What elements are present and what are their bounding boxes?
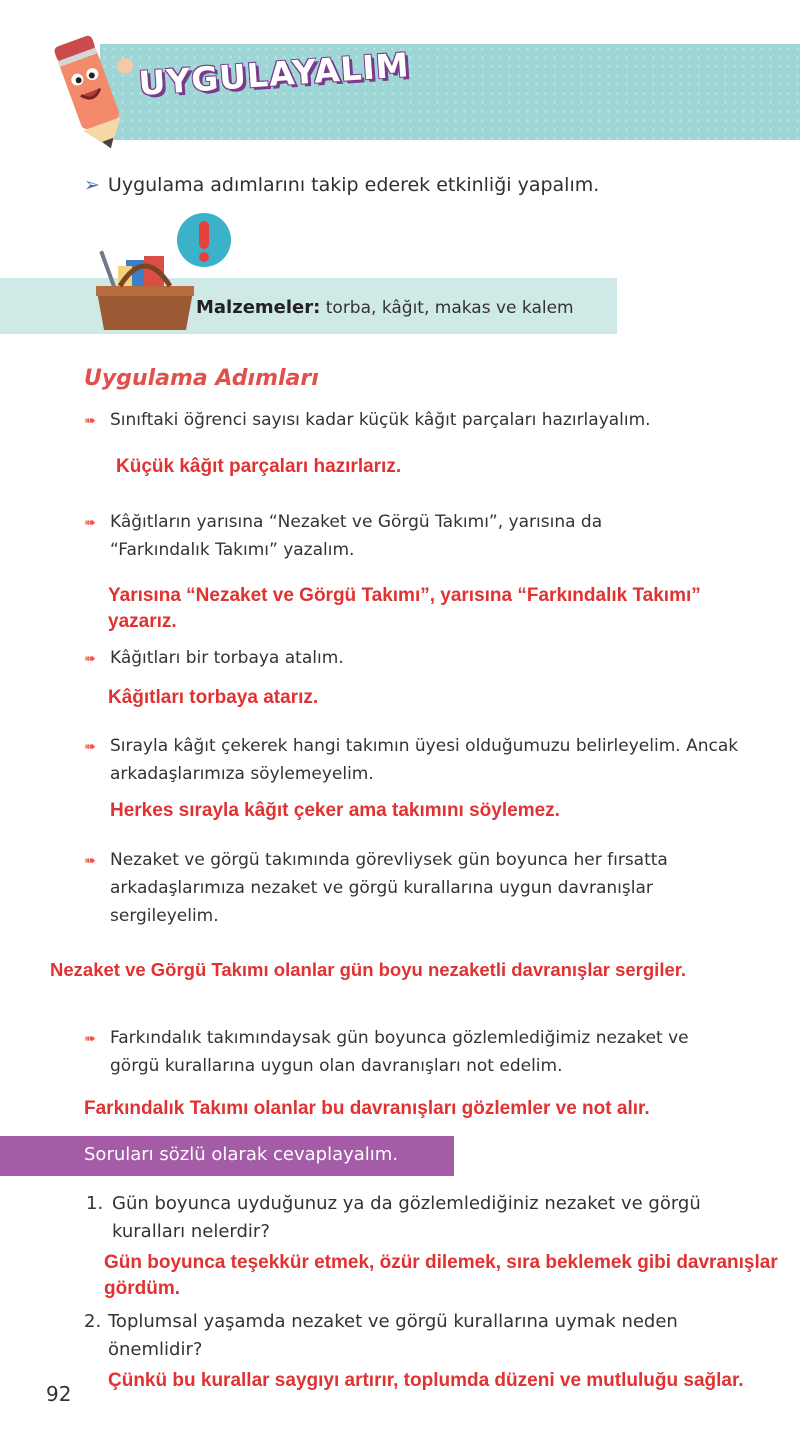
arrow-bullet-icon: ➠ <box>84 651 96 667</box>
page-number: 92 <box>46 1382 72 1406</box>
step-answer: Yarısına “Nezaket ve Görgü Takımı”, yarısına “Farkındalık Takımı” yazarız. <box>108 585 701 632</box>
step-item <box>84 406 764 435</box>
materials-label: Malzemeler: <box>196 297 321 318</box>
arrow-bullet-icon: ➠ <box>84 853 96 869</box>
question-number: 1. <box>86 1193 104 1214</box>
step-text: Kâğıtları bir torbaya atalım. <box>110 648 344 668</box>
step-answer: Farkındalık Takımı olanlar bu davranışları gözlemler ve not alır. <box>84 1098 650 1119</box>
question-item <box>86 1190 746 1246</box>
intro-line <box>84 174 599 196</box>
pencil-mascot-icon <box>40 26 140 156</box>
materials-line <box>196 297 574 318</box>
step-text: Sınıftaki öğrenci sayısı kadar küçük kâğıt parçaları hazırlayalım. <box>110 410 651 430</box>
step-answer: Herkes sırayla kâğıt çeker ama takımını söylemez. <box>110 800 560 821</box>
arrow-bullet-icon: ➠ <box>84 739 96 755</box>
step-answer: Nezaket ve Görgü Takımı olanlar gün boyu nezaketli davranışlar sergiler. <box>50 959 687 980</box>
materials-items: torba, kâğıt, makas ve kalem <box>325 298 574 318</box>
arrow-bullet-icon: ➠ <box>84 1031 96 1047</box>
question-answer: Çünkü bu kurallar saygıyı artırır, toplumda düzeni ve mutluluğu sağlar. <box>108 1370 744 1391</box>
step-text: Nezaket ve görgü takımında görevliysek gün boyunca her fırsatta arkadaşlarımıza nezaket ve görgü kurallarına uygun davranışlar sergileyelim. <box>110 850 668 926</box>
arrow-bullet-icon: ➠ <box>84 515 96 531</box>
step-answer: Kâğıtları torbaya atarız. <box>108 687 319 708</box>
question-answer: Gün boyunca teşekkür etmek, özür dilemek, sıra beklemek gibi davranışlar gördüm. <box>104 1252 778 1299</box>
question-text: Gün boyunca uyduğunuz ya da gözlemlediğiniz nezaket ve görgü kuralları nelerdir? <box>112 1193 701 1242</box>
steps-title: Uygulama Adımları <box>84 366 319 391</box>
step-item <box>84 1024 764 1080</box>
step-item <box>84 508 764 564</box>
question-item <box>84 1308 744 1364</box>
arrow-bullet-icon: ➠ <box>84 413 96 429</box>
intro-text: Uygulama adımlarını takip ederek etkinliği yapalım. <box>107 174 600 196</box>
step-answer: Küçük kâğıt parçaları hazırlarız. <box>116 456 402 477</box>
step-item <box>84 644 764 673</box>
step-text: Farkındalık takımındaysak gün boyunca gözlemlediğimiz nezaket ve görgü kurallarına uygun olan davranışları not edelim. <box>110 1028 689 1076</box>
step-text: Kâğıtların yarısına “Nezaket ve Görgü Takımı”, yarısına da “Farkındalık Takımı” yazalım. <box>110 512 603 560</box>
page-title: UYGULAYALIM <box>137 45 411 103</box>
step-text: Sırayla kâğıt çekerek hangi takımın üyesi olduğumuzu belirleyelim. Ancak arkadaşlarımıza söylemeyelim. <box>110 736 739 784</box>
arrow-icon: ➢ <box>84 174 100 196</box>
question-text: Toplumsal yaşamda nezaket ve görgü kurallarına uymak neden önemlidir? <box>108 1311 678 1360</box>
question-number: 2. <box>84 1311 102 1332</box>
questions-banner-text: Soruları sözlü olarak cevaplayalım. <box>84 1144 399 1165</box>
toolbox-icon <box>90 246 200 332</box>
step-item <box>84 846 764 930</box>
step-item <box>84 732 764 788</box>
